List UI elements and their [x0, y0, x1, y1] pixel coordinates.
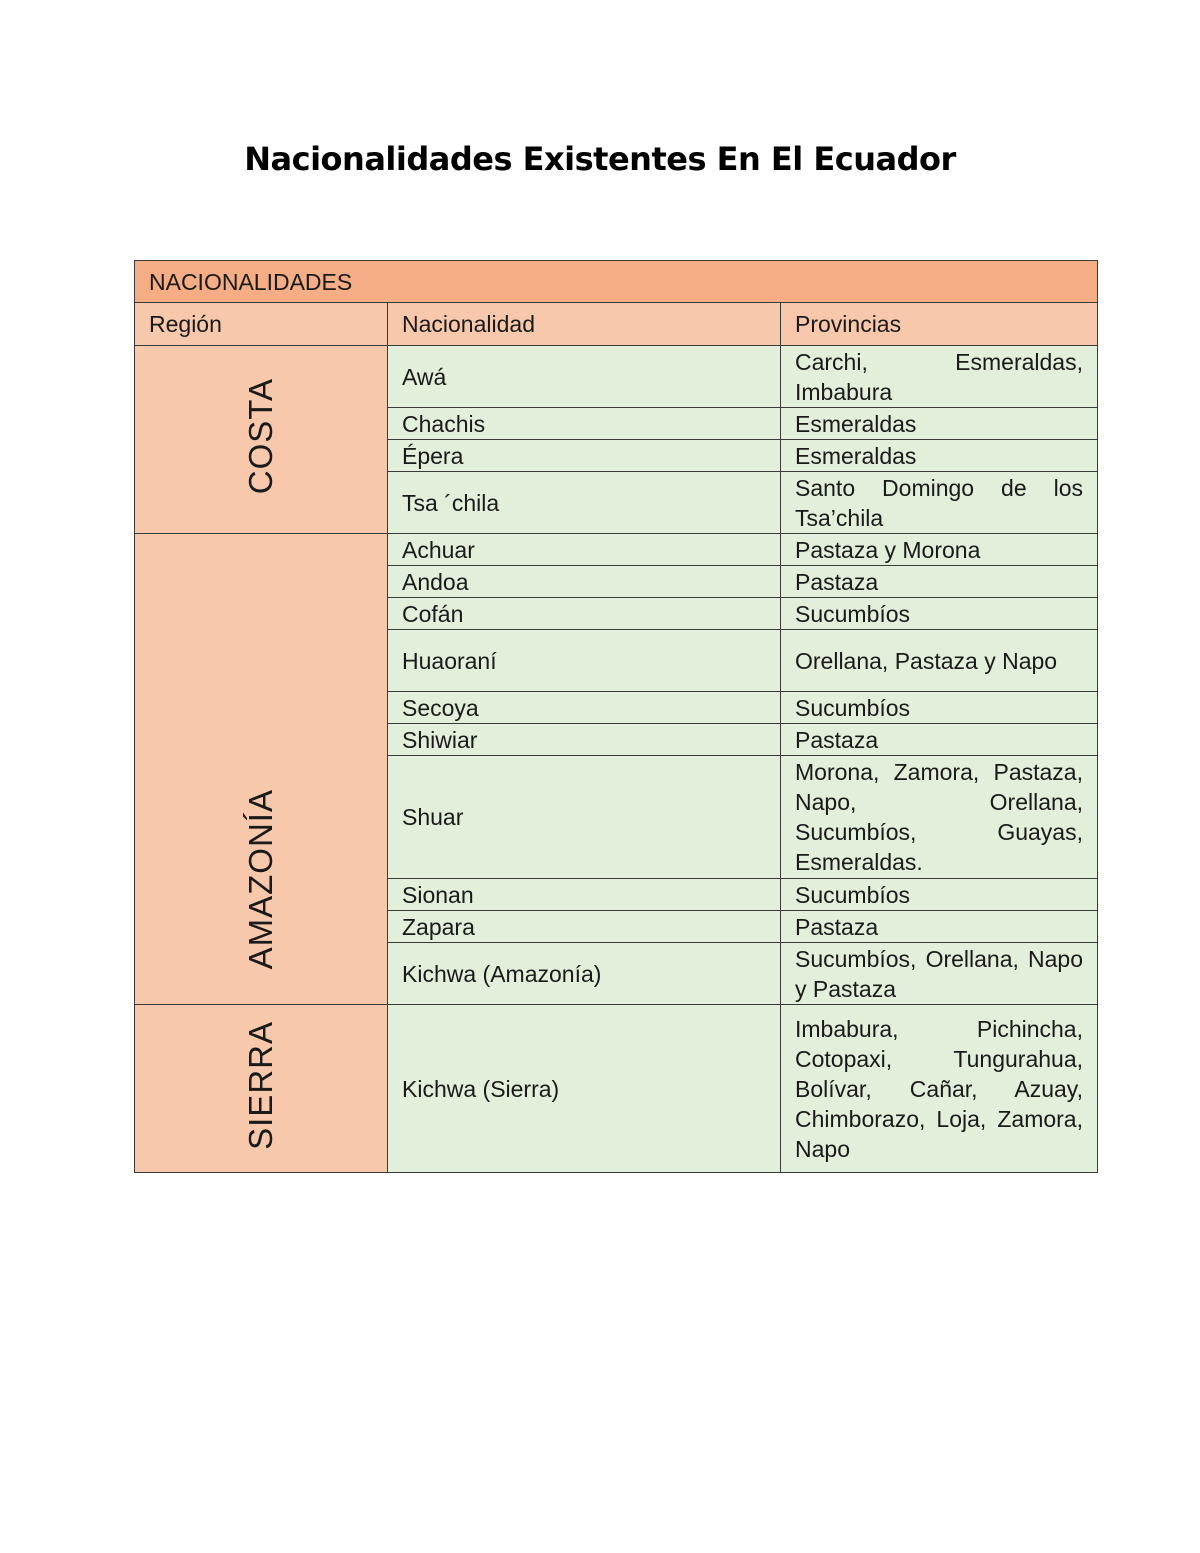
nationality-cell: Zapara: [388, 911, 781, 943]
region-label: SIERRA: [242, 1020, 279, 1150]
table-row: [135, 346, 1098, 408]
region-label: AMAZONÍA: [242, 788, 279, 969]
nationality-cell: Kichwa (Sierra): [388, 1005, 781, 1173]
nationalities-table: [134, 260, 1098, 1173]
provinces-cell: Sucumbíos: [781, 879, 1098, 911]
table-row: [135, 1005, 1098, 1173]
region-cell-sierra: [135, 1005, 388, 1173]
provinces-cell: Sucumbíos, Orellana, Napo y Pastaza: [781, 943, 1098, 1005]
provinces-cell: Pastaza y Morona: [781, 534, 1098, 566]
nationality-cell: Kichwa (Amazonía): [388, 943, 781, 1005]
nationality-cell: Secoya: [388, 692, 781, 724]
nationality-cell: Chachis: [388, 408, 781, 440]
column-header-provinces: Provincias: [781, 303, 1098, 346]
column-header-row: [135, 303, 1098, 346]
provinces-cell: Morona, Zamora, Pastaza, Napo, Orellana, Sucumbíos, Guayas, Esmeraldas.: [781, 756, 1098, 879]
provinces-cell: Esmeraldas: [781, 440, 1098, 472]
provinces-cell: Pastaza: [781, 724, 1098, 756]
page-title: Nacionalidades Existentes En El Ecuador: [244, 140, 956, 178]
table-header: NACIONALIDADES: [135, 261, 1098, 303]
provinces-cell: Santo Domingo de los Tsa’chila: [781, 472, 1098, 534]
provinces-cell: Sucumbíos: [781, 692, 1098, 724]
table-row: [135, 534, 1098, 566]
provinces-cell: Esmeraldas: [781, 408, 1098, 440]
table-header-row: [135, 261, 1098, 303]
column-header-nationality: Nacionalidad: [388, 303, 781, 346]
nationality-cell: Tsa ´chila: [388, 472, 781, 534]
region-cell-costa: [135, 346, 388, 534]
nationality-cell: Huaoraní: [388, 630, 781, 692]
provinces-cell: Pastaza: [781, 911, 1098, 943]
nationality-cell: Cofán: [388, 598, 781, 630]
nationality-cell: Shuar: [388, 756, 781, 879]
region-label: COSTA: [242, 377, 279, 495]
nationality-cell: Achuar: [388, 534, 781, 566]
nationality-cell: Épera: [388, 440, 781, 472]
provinces-cell: Sucumbíos: [781, 598, 1098, 630]
nationality-cell: Andoa: [388, 566, 781, 598]
provinces-cell: Orellana, Pastaza y Napo: [781, 630, 1098, 692]
provinces-cell: Pastaza: [781, 566, 1098, 598]
column-header-region: Región: [135, 303, 388, 346]
provinces-cell: Carchi, Esmeraldas, Imbabura: [781, 346, 1098, 408]
region-cell-amazonia: [135, 534, 388, 1005]
provinces-cell: Imbabura, Pichincha, Cotopaxi, Tungurahua, Bolívar, Cañar, Azuay, Chimborazo, Loja, Zamora, Napo: [781, 1005, 1098, 1173]
nationality-cell: Sionan: [388, 879, 781, 911]
nationality-cell: Awá: [388, 346, 781, 408]
nationality-cell: Shiwiar: [388, 724, 781, 756]
